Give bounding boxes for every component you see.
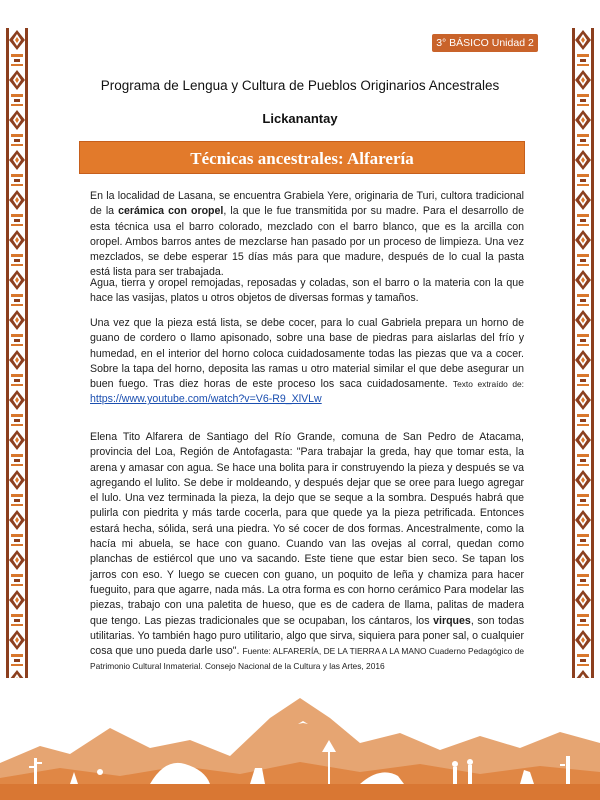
- people-subtitle: Lickanantay: [262, 111, 338, 126]
- bold-ceramica: cerámica con oropel: [118, 205, 224, 218]
- source-credit: Fuente: ALFARERÍA, DE LA TIERRA A LA MANO Cuaderno Pedagógico de Patrimonio Cultural Inmaterial. Consejo Nacional de la Cultura y las Artes, 2016: [90, 646, 524, 672]
- paragraph-elena-tito: Elena Tito Alfarera de Santiago del Río Grande, comuna de San Pedro de Atacama, provincia del Loa, Región de Antofagasta: "Para trabajar la greda, hay que tomar esta, la arena y amasar con agua. Se hace una bolita para ir construyendo la pieza y después se va agregando el lulito. Se debe ir moldeando, y después dejar que se oree para luego agregar el lulo. Una vez terminada la pieza, la dejo que se seque a la sombra. Después habrá que pulirla con piedrita y más tarde cocerla, para que quede ya la pieza petrificada. Entonces estará hecha, sólida, será una piedra. Yo sé cocer de dos formas. Ancestralmente, como la hacía mi abuela, se hace con guano. Cuando van las ovejas al corral, quedan como planchas de estiércol que uno va sacando. Este tiene que estar bien seco. Se tapan los jarros con eso. Y luego se cuecen con guano, un poquito de leña y chamiza para hacer fueguito, para que agarre, nada más. La otra forma es con horno cerámico Para modelar las piezas, trabajo con una paletita de hueso, que es de cadera de llama, palitas de madera que tengo. Las piezas tradicionales que se ocupaban, los cántaros, los virques, son todas utilitarias. Yo también hago puro utilitario, algo que sirva, siquiera para poner sal, o cualquier cosa que uno pueda darle uso". Fuente: ALFARERÍA, DE LA TIERRA A LA MANO Cuaderno Pedagógico de Patrimonio Cultural Inmaterial. Consejo Nacional de la Cultura y las Artes, 2016: [90, 431, 524, 672]
- bold-virques: virques: [433, 614, 471, 627]
- source-label: Texto extraído de:: [452, 379, 524, 390]
- unit-badge: 3° BÁSICO Unidad 2: [432, 34, 538, 52]
- youtube-link[interactable]: https://www.youtube.com/watch?v=V6-R9_XlVLw: [90, 393, 322, 406]
- section-banner: Técnicas ancestrales: Alfarería: [79, 141, 525, 174]
- paragraph-firing: Una vez que la pieza está lista, se debe cocer, para lo cual Gabriela prepara un horno de guano de cordero o llamo apisonado, sobre una base de piedras para aislarlas del frío y humedad, en el interior del horno coloca cuidadosamente todas las piezas que va a cocer. Sobre la tapa del horno, deposita las ramas u otro material similar el que debe asegurar un buen fuego. Tras diez horas de este proceso los saca cuidadosamente. Texto extraído de: https://www.youtube.com/watch?v=V6-R9_XlVLw: [90, 317, 524, 406]
- paragraph-lasana: En la localidad de Lasana, se encuentra Grabiela Yere, originaria de Turi, cultora tradicional de la cerámica con oropel, la que le fue transmitida por su madre. Para el desarrollo de esta técnica usa el barro colorado, mezclado con el barro blanco, que es la arcilla con oropel. Ambos barros antes de mezclarse han pasado por un proceso de limpieza. Una vez mezclados, se debe esperar 15 días más para que madure, después de lo cual la pasta está lista para ser trabajada.: [90, 190, 524, 279]
- program-title: Programa de Lengua y Cultura de Pueblos Originarios Ancestrales: [100, 78, 500, 93]
- paragraph-materials: Agua, tierra y oropel remojadas, reposadas y coladas, son el barro o la materia con la que hace las vasijas, platos u otros objetos de diversas formas y tamaños.: [90, 277, 524, 305]
- landscape-illustration: [0, 688, 600, 800]
